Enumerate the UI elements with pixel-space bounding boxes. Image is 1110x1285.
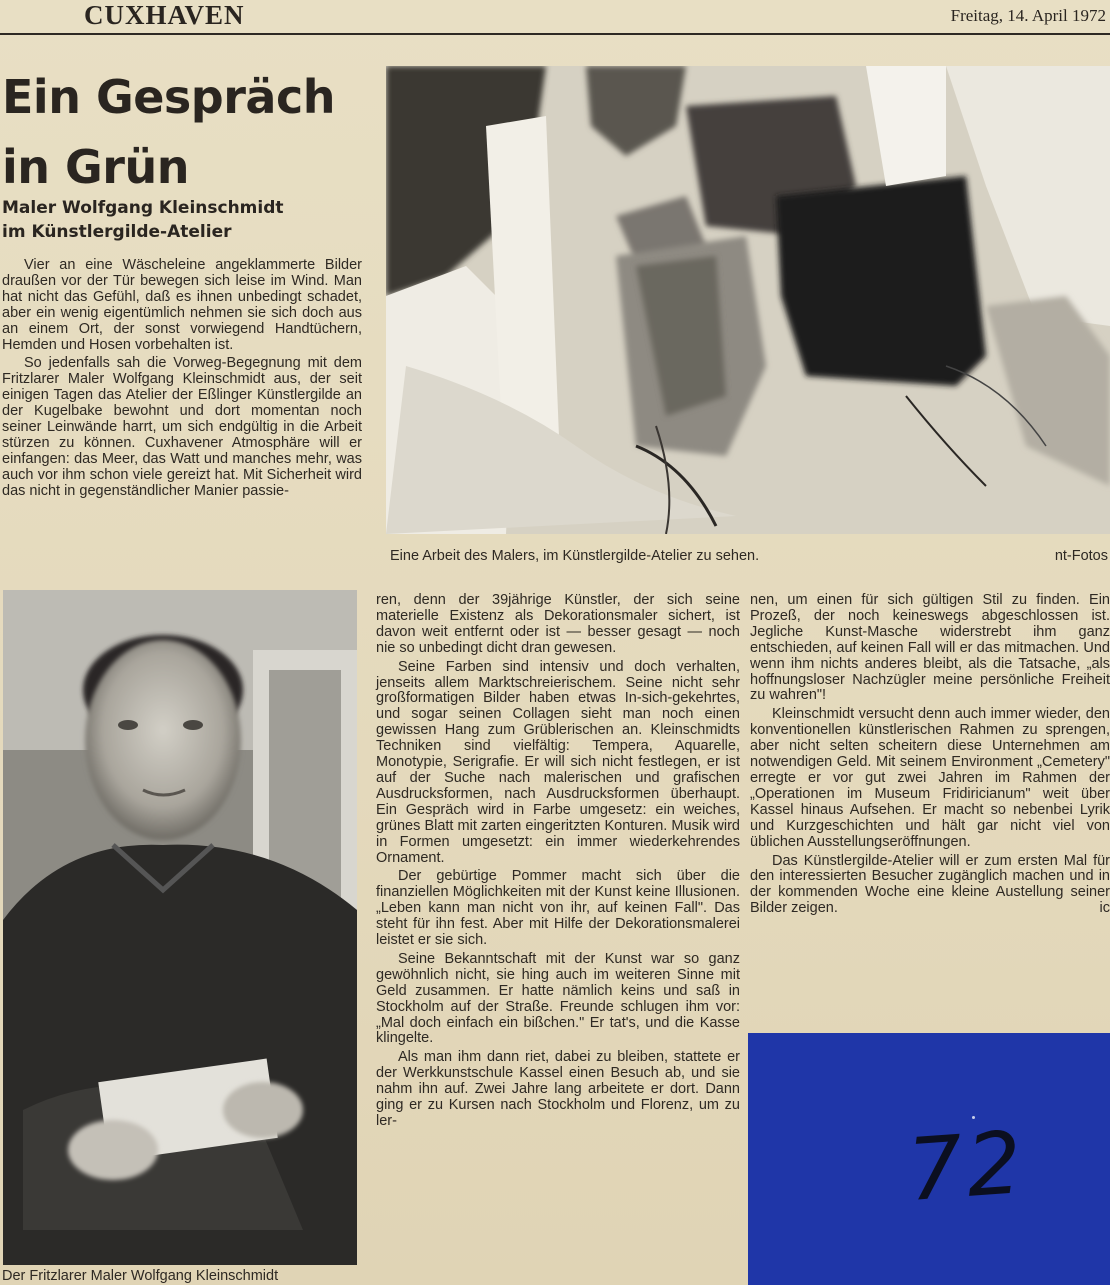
paragraph: Der gebürtige Pommer macht sich über die finanziellen Möglichkeiten mit der Kunst keine Illusionen. „Leben kann man nicht von ihr, auf keinen Fall". Das steht für ihn fest. Aber mit Hilfe der Dekorationsmalerei leistet er sie sich. bbox=[376, 868, 740, 949]
masthead-date: Freitag, 14. April 1972 bbox=[950, 6, 1106, 25]
paragraph: nen, um einen für sich gültigen Stil zu finden. Ein Prozeß, der noch keineswegs abgeschlossen ist. Jegliche Kunst-Masche widerstrebt ihm ganz entschieden, auf keinen Fall will er das mitmachen. Und wenn ihm nichts anderes bleibt, als die Tatsache, „als hoffnungsloser Nachzügler meine persönliche Freiheit zu wahren"! bbox=[750, 592, 1110, 704]
paragraph: Als man ihm dann riet, dabei zu bleiben, stattete er der Werkkunstschule Kassel einen Besuch ab, und sie nahm ihn auf. Zwei Jahre lang arbeitete er dort. Dann ging er zu Kursen nach Stockholm und Florenz, um zu ler- bbox=[376, 1049, 740, 1129]
article-column-3 bbox=[750, 593, 1110, 920]
masthead bbox=[0, 0, 1110, 34]
archive-number: 72 bbox=[904, 1113, 1029, 1221]
photo-credit: nt-Fotos bbox=[1054, 548, 1108, 564]
paragraph-text: Das Künstlergilde-Atelier will er zum ersten Mal für den interessierten Besucher zugänglich machen und in der kommenden Woche eine kleine Austellung seiner Bilder zeigen. bbox=[750, 852, 1110, 917]
archive-sticker bbox=[748, 1033, 1110, 1285]
masthead-city: CUXHAVEN bbox=[84, 0, 245, 30]
paragraph: ren, denn der 39jährige Künstler, der sich seine materielle Existenz als Dekorationsmaler sichert, ist davon weit entfernt oder ist — besser gesagt — noch nie so unbedingt dicht dran gewesen. bbox=[376, 592, 740, 656]
paragraph bbox=[750, 854, 1110, 918]
article-column-1 bbox=[2, 258, 362, 503]
masthead-rule bbox=[0, 33, 1110, 35]
artwork-caption: Eine Arbeit des Malers, im Künstlergilde-Atelier zu sehen. bbox=[390, 548, 760, 564]
article-column-2 bbox=[376, 593, 740, 1133]
portrait-caption: Der Fritzlarer Maler Wolfgang Kleinschmidt bbox=[2, 1268, 279, 1284]
paragraph: Vier an eine Wäscheleine angeklammerte Bilder draußen vor der Tür bewegen sich leise im Wind. Man hat nicht das Gefühl, daß es ihnen unbedingt schadet, aber ein wenig eigentümlich nehmen sie sich doch aus an einem Ort, der sonst vorwiegend Handtüchern, Hemden und Hosen vorbehalten ist. bbox=[2, 257, 362, 353]
subheadline-line-2: im Künstlergilde-Atelier bbox=[2, 222, 232, 242]
paragraph: Seine Farben sind intensiv und doch verhalten, jenseits allem Marktschreierischem. Seine nicht sehr großformatigen Bilder haben etwas In-sich-gekehrtes, und sogar seinen Collagen sieht man noch einen gewissen Hang zum Grüblerischen an. Kleinschmidts Techniken sind vielfältig: Tempera, Aquarelle, Monotypie, Serigrafie. Er will sich nicht festlegen, er ist auf der Suche nach malerischen und grafischen Ausdrucksformen, nach Ausdrucksformen überhaupt. Ein Gespräch wird in Farbe umgesetz: ein weiches, grünes Blatt mit zarten eingeritzten Konturen. Musik wird in Formen umgesetzt: ein immer wiederkehrendes Ornament. bbox=[376, 658, 740, 866]
artwork-photo bbox=[386, 66, 1110, 534]
subheadline-line-1: Maler Wolfgang Kleinschmidt bbox=[2, 198, 284, 218]
author-signature: ic bbox=[1099, 900, 1110, 917]
paragraph: So jedenfalls sah die Vorweg-Begegnung mit dem Fritzlarer Maler Wolfgang Kleinschmidt aus, der seit einigen Tagen das Atelier der Eßlinger Künstlergilde an der Kugelbake bewohnt und dort momentan noch seiner Leinwände harrt, um sich endgültig in die Arbeit stürzen zu können. Cuxhavener Atmosphäre will er einfangen: das Meer, das Watt und manches mehr, was auch vor ihm schon viele gereizt hat. Mit Sicherheit wird das nicht in gegenständlicher Manier passie- bbox=[2, 355, 362, 499]
paragraph: Seine Bekanntschaft mit der Kunst war so ganz gewöhnlich nicht, sie hing auch im weiteren Sinne mit Geld zusammen. Er hatte nämlich keins und saß in Stockholm auf der Straße. Freunde schlugen ihm vor: „Mal doch einfach ein bißchen." Er tat's, und die Kasse klingelte. bbox=[376, 950, 740, 1047]
paragraph: Kleinschmidt versucht denn auch immer wieder, den konventionellen künstlerischen Rahmen zu sprengen, aber nicht selten scheitern diese Unternehmen am notwendigen Geld. Mit seinem Environment „Cemetery" erregte er vor gut zwei Jahren im Rahmen der „Operationen im Museum Fridiricianum" weit über Kassel hinaus Aufsehen. Er macht so nebenbei Lyrik und Kurzgeschichten und hält gar nicht viel von üblichen Ausstellungseröffnungen. bbox=[750, 706, 1110, 850]
headline bbox=[2, 62, 372, 202]
portrait-photo bbox=[3, 590, 357, 1265]
headline-line-1: Ein Gespräch bbox=[2, 70, 335, 124]
subheadline bbox=[2, 196, 372, 244]
headline-line-2: in Grün bbox=[2, 140, 189, 194]
